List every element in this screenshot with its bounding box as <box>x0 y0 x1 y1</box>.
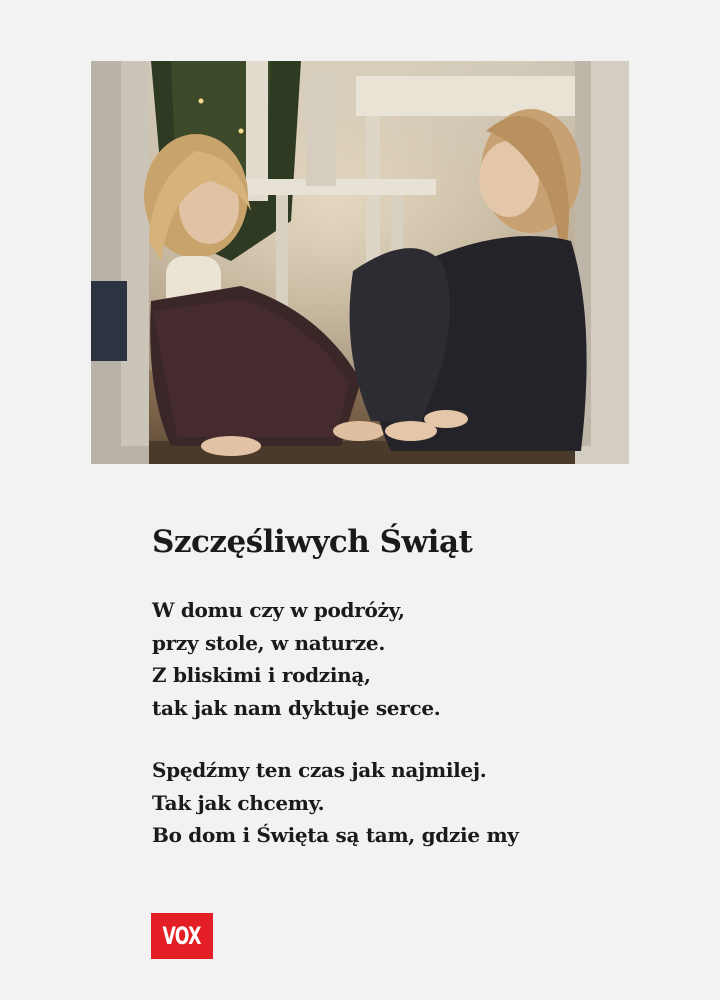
poem-line: Spędźmy ten czas jak najmilej. <box>152 758 487 782</box>
hero-photo <box>91 61 629 464</box>
poem-line: tak jak nam dyktuje serce. <box>152 695 441 720</box>
vox-logo <box>151 913 213 959</box>
poem-line: Tak jak chcemy. <box>152 790 325 815</box>
poem-stanza-2 <box>152 754 632 852</box>
poem-stanza-1 <box>152 594 632 724</box>
poem-line: W domu czy w podróży, <box>152 598 405 622</box>
poem-line: Bo dom i Święta są tam, gdzie my <box>152 823 519 847</box>
greeting-text-block <box>152 520 632 852</box>
poem-line: Z bliskimi i rodziną, <box>152 663 371 687</box>
poem-line: przy stole, w naturze. <box>152 630 385 655</box>
vox-logo-text: VOX <box>162 922 202 950</box>
hero-photo-illustration <box>91 61 629 464</box>
greeting-title: Szczęśliwych Świąt <box>152 524 473 560</box>
